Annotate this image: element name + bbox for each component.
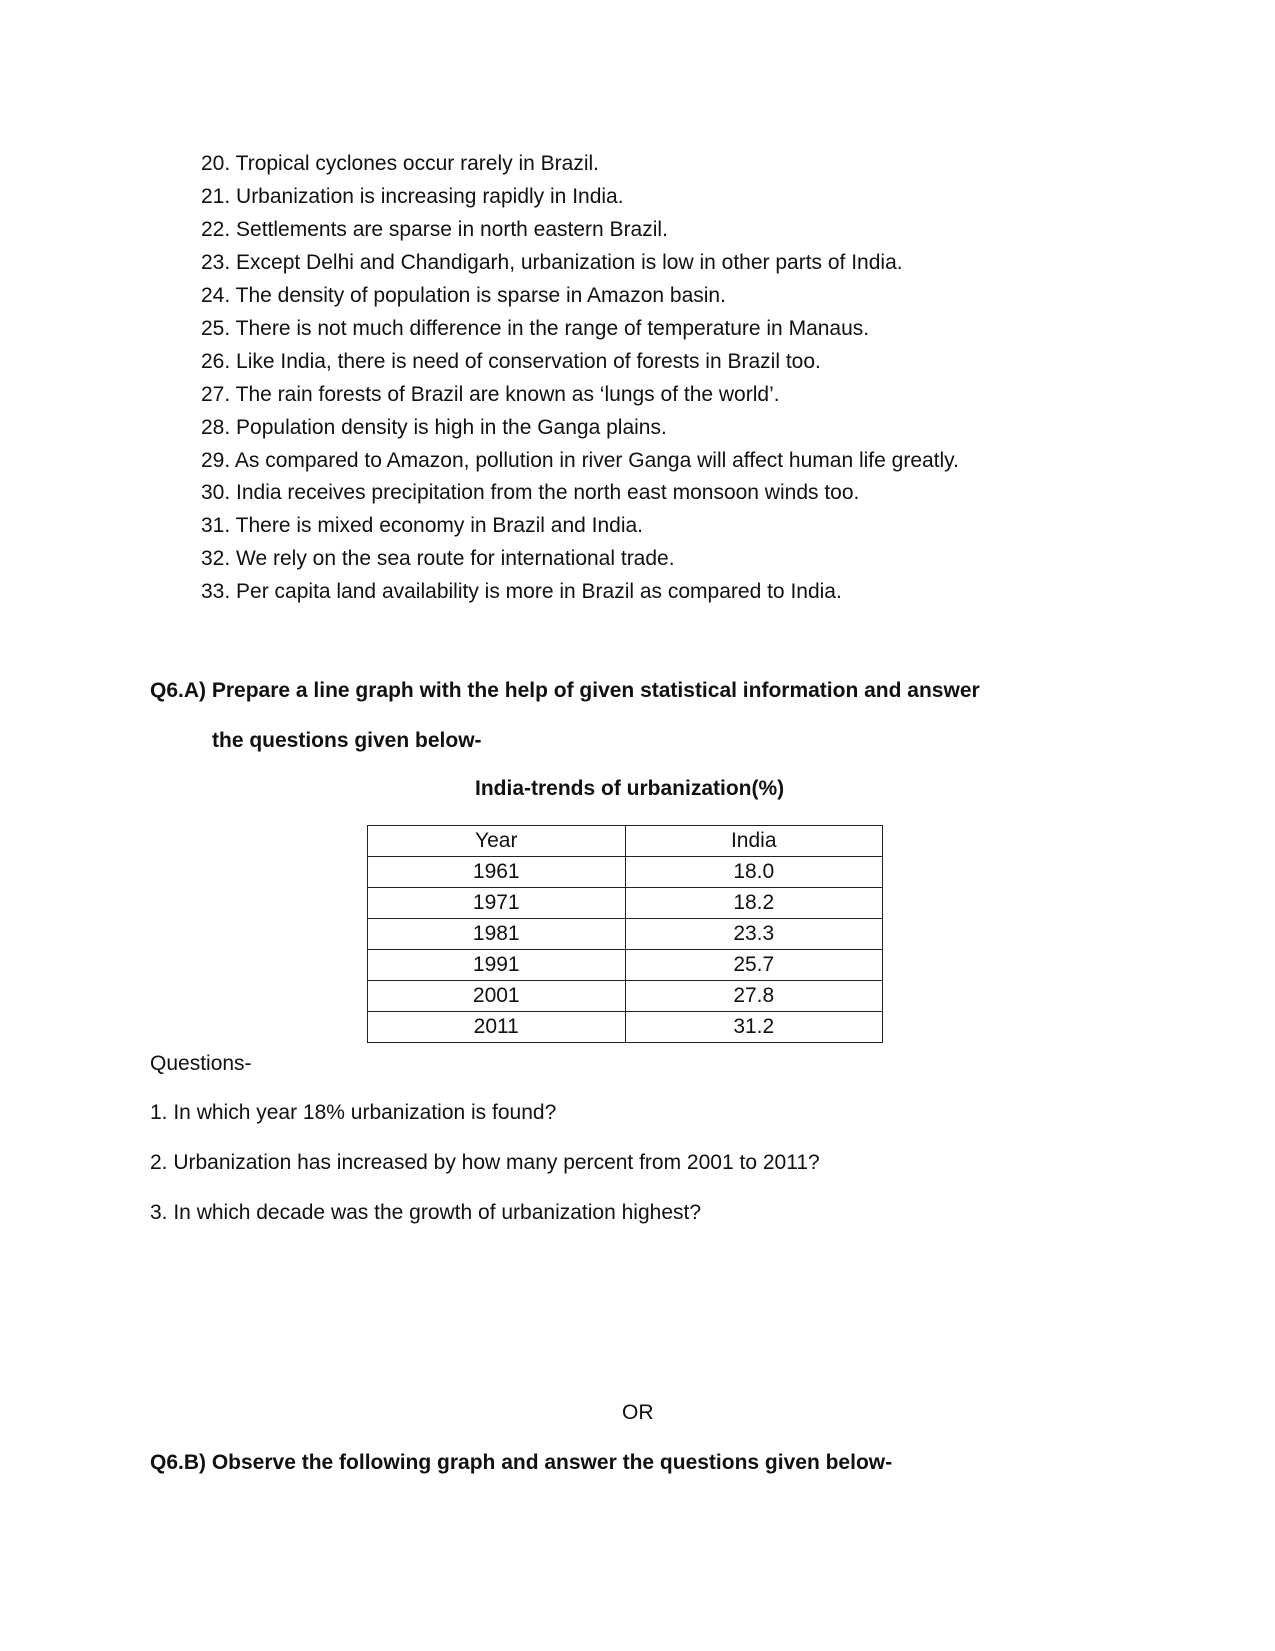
table-cell-value: 27.8	[625, 981, 883, 1012]
table-cell-value: 25.7	[625, 950, 883, 981]
or-separator: OR	[622, 1401, 654, 1424]
statement-item: 27. The rain forests of Brazil are known as ‘lungs of the world’.	[201, 383, 780, 406]
table-cell-year: 1991	[368, 950, 626, 981]
table-title: India-trends of urbanization(%)	[475, 777, 785, 800]
table-cell-year: 2001	[368, 981, 626, 1012]
table-cell-year: 1961	[368, 857, 626, 888]
statement-item: 20. Tropical cyclones occur rarely in Brazil.	[201, 152, 599, 175]
table-row	[368, 950, 883, 981]
table-cell-value: 31.2	[625, 1012, 883, 1043]
question-item: 2. Urbanization has increased by how many percent from 2001 to 2011?	[150, 1151, 820, 1174]
table-row	[368, 981, 883, 1012]
table-cell-value: 18.2	[625, 888, 883, 919]
statement-item: 33. Per capita land availability is more in Brazil as compared to India.	[201, 580, 842, 603]
table-cell-year: 2011	[368, 1012, 626, 1043]
question-item: 3. In which decade was the growth of urbanization highest?	[150, 1201, 702, 1224]
table-header-india: India	[625, 826, 883, 857]
questions-label: Questions-	[150, 1052, 252, 1075]
table-header-year: Year	[368, 826, 626, 857]
table-row	[368, 857, 883, 888]
statement-item: 32. We rely on the sea route for international trade.	[201, 547, 675, 570]
table-cell-value: 23.3	[625, 919, 883, 950]
statement-item: 21. Urbanization is increasing rapidly in India.	[201, 185, 624, 208]
q6a-title-continued: the questions given below-	[212, 729, 482, 752]
question-item: 1. In which year 18% urbanization is found?	[150, 1101, 557, 1124]
statement-item: 22. Settlements are sparse in north eastern Brazil.	[201, 218, 668, 241]
q6a-title: Q6.A) Prepare a line graph with the help of given statistical information and answer	[150, 679, 980, 702]
statement-item: 24. The density of population is sparse in Amazon basin.	[201, 284, 726, 307]
table-row	[368, 919, 883, 950]
statement-item: 26. Like India, there is need of conservation of forests in Brazil too.	[201, 350, 821, 373]
table-cell-value: 18.0	[625, 857, 883, 888]
table-row	[368, 888, 883, 919]
statement-item: 29. As compared to Amazon, pollution in river Ganga will affect human life greatly.	[201, 449, 959, 472]
statement-item: 25. There is not much difference in the range of temperature in Manaus.	[201, 317, 870, 340]
statement-item: 31. There is mixed economy in Brazil and India.	[201, 514, 644, 537]
table-header-row	[368, 826, 883, 857]
statement-item: 30. India receives precipitation from the north east monsoon winds too.	[201, 481, 860, 504]
table-row	[368, 1012, 883, 1043]
q6b-title: Q6.B) Observe the following graph and answer the questions given below-	[150, 1451, 893, 1474]
urbanization-table	[367, 825, 883, 1043]
table-cell-year: 1971	[368, 888, 626, 919]
statement-item: 23. Except Delhi and Chandigarh, urbanization is low in other parts of India.	[201, 251, 903, 274]
table-cell-year: 1981	[368, 919, 626, 950]
statement-item: 28. Population density is high in the Ganga plains.	[201, 416, 667, 439]
